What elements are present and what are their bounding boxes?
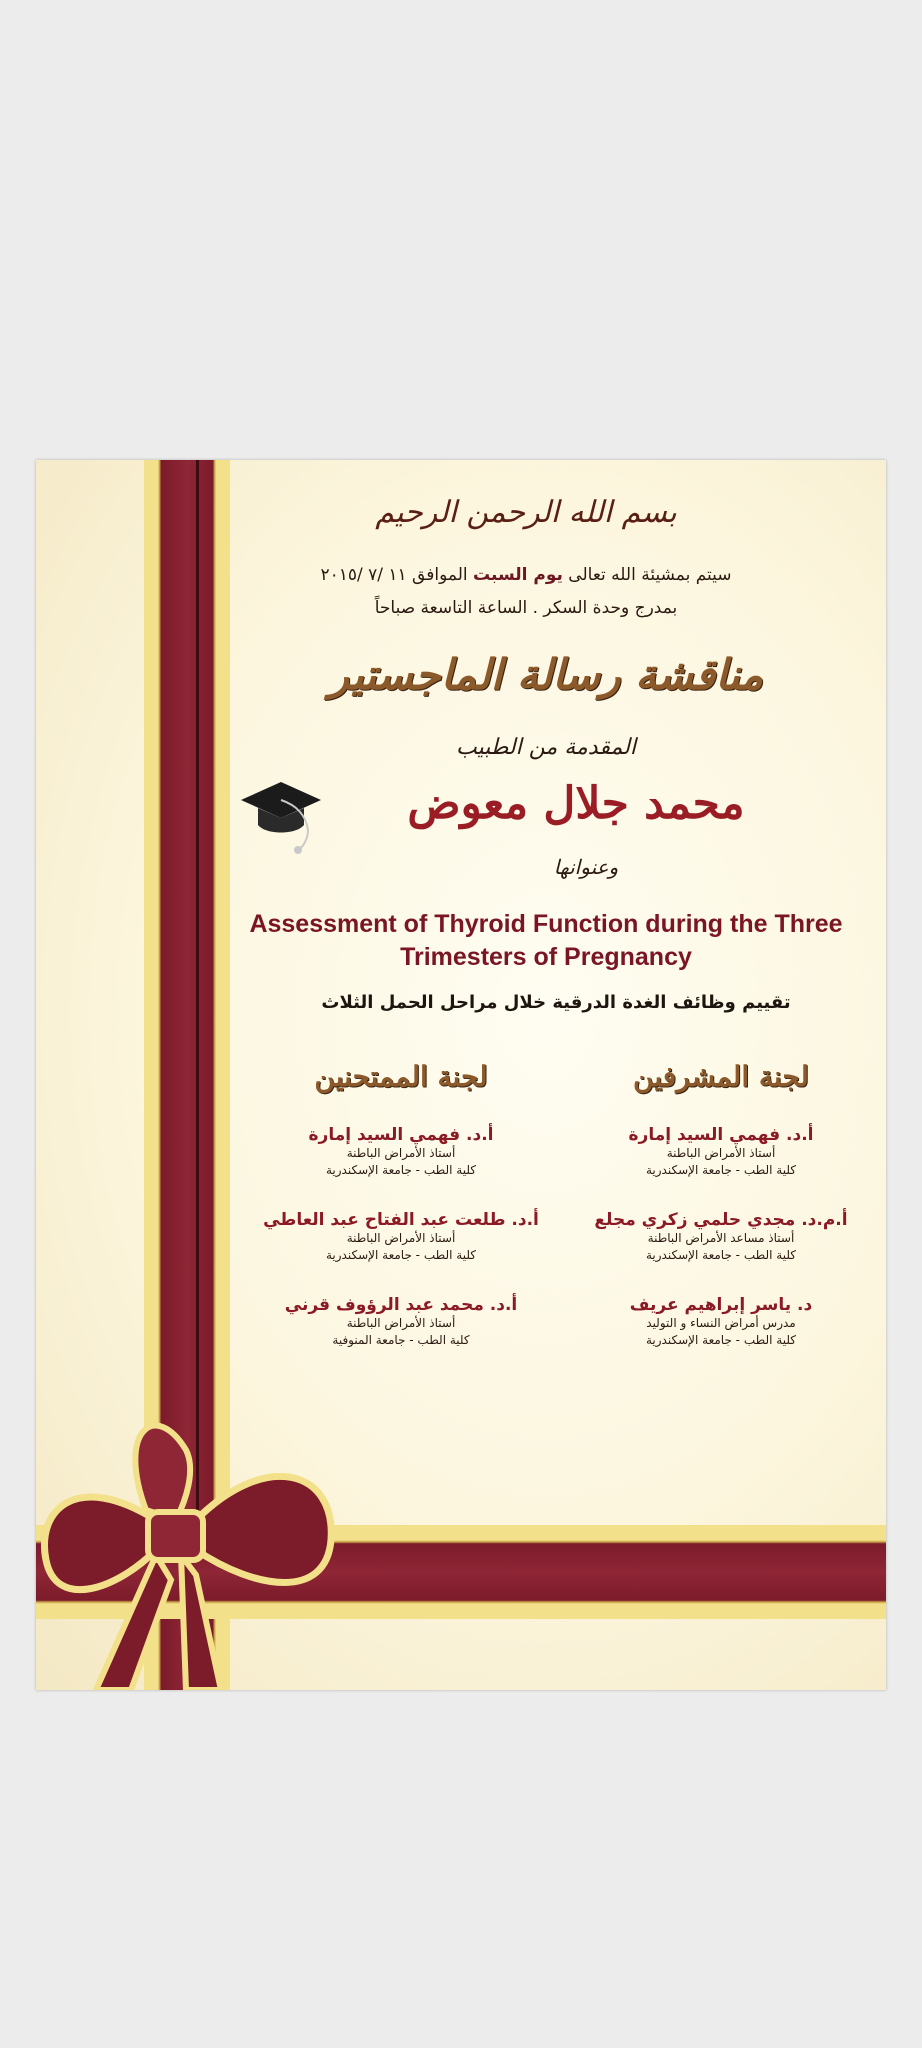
supervisor-2 <box>581 1210 861 1264</box>
member-title: أستاذ الأمراض الباطنة <box>346 1146 456 1160</box>
thesis-title-en: Assessment of Thyroid Function during the Three Trimesters of Pregnancy <box>249 910 843 971</box>
titled-label: وعنوانها <box>553 855 619 879</box>
supervisors-heading: لجنة المشرفين <box>633 1060 809 1093</box>
member-name: د. ياسر إبراهيم عريف <box>629 1295 813 1315</box>
ribbon-bow-icon <box>36 1390 356 1690</box>
member-name: أ.د. فهمي السيد إمارة <box>628 1125 814 1145</box>
member-name: أ.د. محمد عبد الرؤوف قرني <box>284 1295 518 1315</box>
member-title: أستاذ مساعد الأمراض الباطنة <box>647 1231 795 1245</box>
examiner-3 <box>251 1295 551 1349</box>
member-name: أ.م.د. مجدي حلمي زكري مجلع <box>594 1210 848 1230</box>
examiner-2 <box>236 1210 566 1264</box>
member-affiliation: كلية الطب - جامعة الإسكندرية <box>325 1248 477 1262</box>
schedule-day: يوم السبت <box>473 565 563 585</box>
supervisor-3 <box>591 1295 851 1349</box>
member-name: أ.د. طلعت عبد الفتاح عبد العاطي <box>263 1210 539 1230</box>
invitation-card <box>36 460 886 1690</box>
member-title: أستاذ الأمراض الباطنة <box>346 1231 456 1245</box>
examiners-heading: لجنة الممتحنين <box>314 1060 488 1093</box>
schedule-date: الموافق ١١ /٧ /٢٠١٥ <box>320 565 468 585</box>
member-affiliation: كلية الطب - جامعة الإسكندرية <box>325 1163 477 1177</box>
member-title: مدرس أمراض النساء و التوليد <box>646 1316 796 1330</box>
member-affiliation: كلية الطب - جامعة المنوفية <box>332 1333 470 1347</box>
member-name: أ.د. فهمي السيد إمارة <box>308 1125 494 1145</box>
presented-by: المقدمة من الطبيب <box>455 735 637 760</box>
graduation-cap-icon <box>236 770 326 860</box>
supervisor-1 <box>591 1125 851 1179</box>
thesis-title-ar: تقييم وظائف الغدة الدرقية خلال مراحل الحمل الثلاث <box>321 992 791 1013</box>
examiner-1 <box>251 1125 551 1179</box>
venue-time: بمدرج وحدة السكر . الساعة التاسعة صباحاً <box>374 598 678 618</box>
basmala: بسم الله الرحمن الرحيم <box>375 495 677 530</box>
schedule-line <box>246 565 806 585</box>
candidate-name: محمد جلال معوض <box>407 778 745 829</box>
member-title: أستاذ الأمراض الباطنة <box>666 1146 776 1160</box>
member-affiliation: كلية الطب - جامعة الإسكندرية <box>645 1333 797 1347</box>
member-affiliation: كلية الطب - جامعة الإسكندرية <box>645 1248 797 1262</box>
member-affiliation: كلية الطب - جامعة الإسكندرية <box>645 1163 797 1177</box>
schedule-prefix: سيتم بمشيئة الله تعالى <box>568 565 732 585</box>
member-title: أستاذ الأمراض الباطنة <box>346 1316 456 1330</box>
discussion-title: مناقشة رسالة الماجستير <box>328 650 764 699</box>
